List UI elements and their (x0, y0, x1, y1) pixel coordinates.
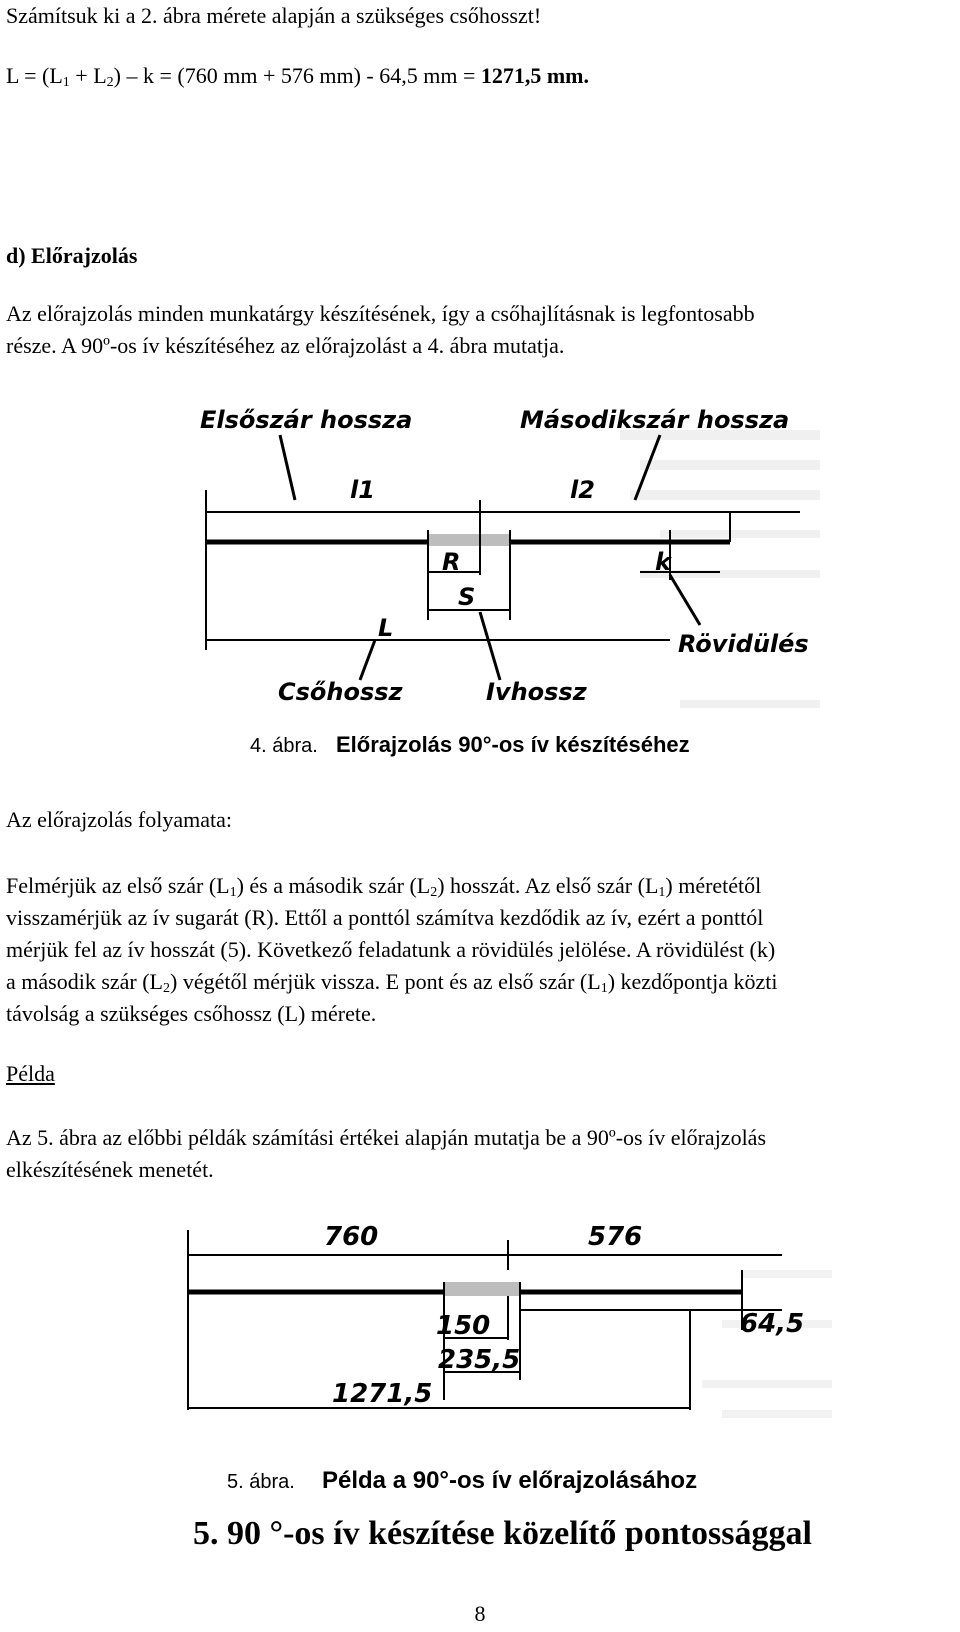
formula-part: + L (69, 63, 107, 88)
figure-5 (182, 1210, 842, 1510)
figure-4 (200, 400, 840, 800)
figure-5-caption-title: Példa a 90°-os ív előrajzolásához (322, 1467, 698, 1494)
subscript: 1 (658, 885, 666, 900)
label-ivhossz: Ivhossz (486, 678, 587, 706)
label-235-5: 235,5 (438, 1345, 521, 1375)
subscript: 2 (163, 981, 170, 996)
section-d-para-line: része. A 90º-os ív készítéséhez az előrajzolást a 4. ábra mutatja. (6, 333, 565, 358)
figure-4-caption-number: 4. ábra. (250, 735, 318, 757)
formula-sub: 2 (106, 75, 114, 90)
paragraph-line: mérjük fel az ív hosszát (5). Következő feladatunk a rövidülés jelölése. A rövidülést (k) (6, 937, 776, 962)
paragraph-line: visszamérjük az ív sugarát (R). Ettől a ponttól számítva kezdődik az ív, ezért a ponttól (6, 905, 764, 930)
subscript: 1 (229, 885, 237, 900)
section-d-para-line: Az előrajzolás minden munkatárgy készítésének, így a csőhajlításnak is legfontosabb (6, 301, 755, 326)
text-part: ) hosszát. Az első szár (L (437, 873, 659, 898)
paragraph-line: Az 5. ábra az előbbi példák számítási értékei alapján mutatja be a 90º-os ív előrajzolás (6, 1125, 767, 1150)
folyamat-label: Az előrajzolás folyamata: (6, 807, 233, 832)
label-elsoszar-hossza: Elsőszár hossza (200, 406, 413, 434)
label-l2: l2 (570, 476, 595, 504)
page-number: 8 (474, 1601, 486, 1626)
text-part: ) méretétől (665, 873, 762, 898)
pelda-heading: Példa (6, 1061, 55, 1086)
formula-line (6, 62, 589, 90)
label-csohossz: Csőhossz (278, 678, 403, 706)
label-760: 760 (324, 1222, 379, 1252)
figure-5-drawing (182, 1210, 842, 1510)
subscript: 1 (600, 981, 608, 996)
intro-line: Számítsuk ki a 2. ábra mérete alapján a szükséges csőhosszt! (6, 3, 542, 28)
figure-4-drawing (200, 400, 840, 800)
label-64-5: 64,5 (740, 1309, 805, 1339)
text-part: ) kezdőpontja közti (607, 969, 778, 994)
subscript: 2 (430, 885, 438, 900)
figure-4-caption-title: Előrajzolás 90°-os ív készítéséhez (336, 732, 690, 757)
paragraph-line: elkészítésének menetét. (6, 1157, 214, 1182)
paragraph-line: távolság a szükséges csőhossz (L) mérete. (6, 1001, 377, 1026)
label-masodikszar-hossza: Másodikszár hossza (520, 406, 790, 434)
text-part: ) végétől mérjük vissza. E pont és az első szár (L (170, 969, 601, 994)
formula-part: ) – k = (760 mm + 576 mm) - 64,5 mm = (113, 63, 481, 88)
text-part: Felmérjük az első szár (L (6, 873, 230, 898)
label-576: 576 (588, 1222, 643, 1252)
formula-part: L = (L (6, 63, 63, 88)
paragraph-line (6, 968, 778, 996)
text-part: a második szár (L (6, 969, 163, 994)
section-5-heading: 5. 90 °-os ív készítése közelítő pontossággal (193, 1515, 812, 1552)
label-S: S (458, 583, 476, 611)
label-R: R (442, 548, 461, 576)
formula-sub: 1 (62, 75, 70, 90)
paragraph-line (6, 872, 761, 900)
label-150: 150 (436, 1311, 491, 1341)
figure-5-caption-number: 5. ábra. (227, 1471, 295, 1493)
label-rovidules: Rövidülés (678, 630, 809, 658)
label-1271-5: 1271,5 (332, 1379, 433, 1409)
label-l1: l1 (350, 476, 375, 504)
section-d-heading: d) Előrajzolás (6, 243, 138, 268)
label-k: k (655, 548, 671, 576)
text-part: ) és a második szár (L (236, 873, 431, 898)
label-L: L (378, 614, 394, 642)
formula-result: 1271,5 mm. (480, 63, 590, 88)
